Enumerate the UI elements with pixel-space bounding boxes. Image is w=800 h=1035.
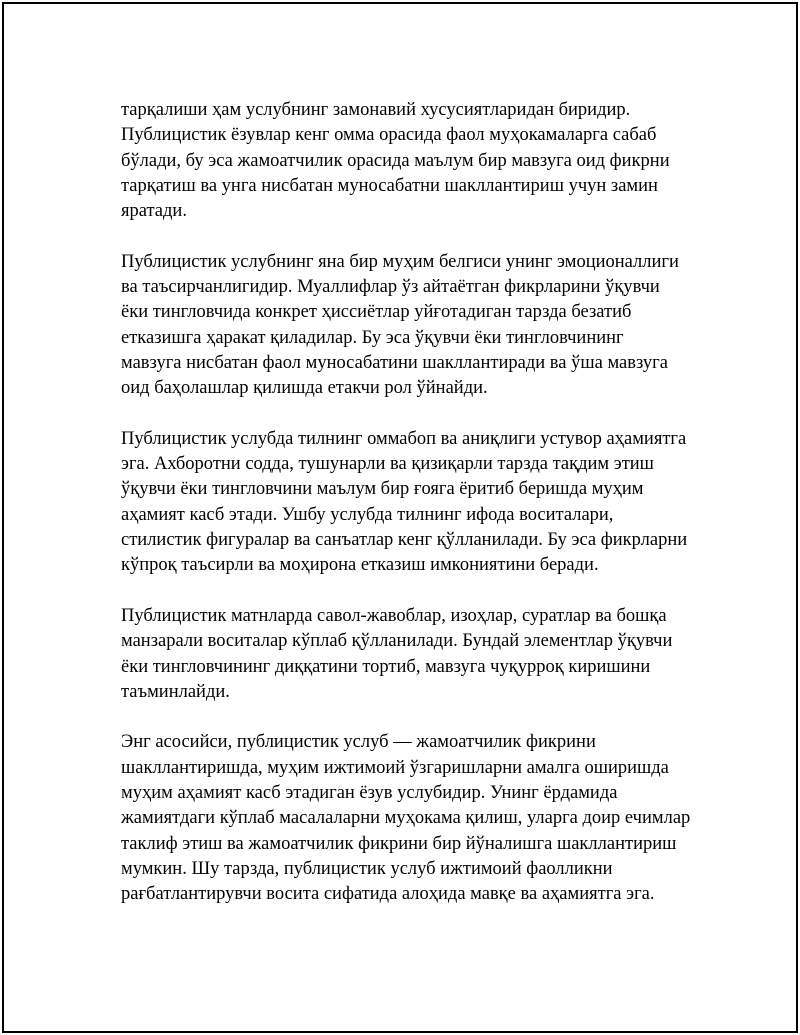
text-line: манзарали воситалар кўплаб қўлланилади. Бундай элементлар ўқувчи	[121, 631, 673, 652]
text-line: Публицистик услубнинг яна бир муҳим белгиси унинг эмоционаллиги	[121, 251, 679, 272]
paragraph-1	[121, 98, 721, 224]
text-line: ёки тингловчининг диққатини тортиб, мавзуга чуқурроқ киришини	[121, 656, 651, 677]
text-line: Энг асосийси, публицистик услуб — жамоатчилик фикрини	[121, 732, 596, 753]
text-line: таъминлайди.	[121, 681, 230, 702]
text-line: Публицистик услубда тилнинг оммабоп ва аниқлиги устувор аҳамиятга	[121, 428, 687, 449]
text-line: жамиятдаги кўплаб масалаларни муҳокама қилиш, уларга доир ечимлар	[121, 808, 691, 829]
text-line: эга. Ахборотни содда, тушунарли ва қизиқарли тарзда тақдим этиш	[121, 454, 654, 475]
text-line: тарқатиш ва унга нисбатан муносабатни шакллантириш учун замин	[121, 175, 658, 196]
text-line: мумкин. Шу тарзда, публицистик услуб ижтимоий фаолликни	[121, 858, 613, 879]
paragraph-5	[121, 730, 721, 907]
text-line: Публицистик матнларда савол-жавоблар, изоҳлар, суратлар ва бошқа	[121, 605, 667, 626]
text-line: шакллантиришда, муҳим ижтимоий ўзгаришларни амалга оширишда	[121, 757, 669, 778]
document-body	[121, 98, 721, 933]
text-line: тарқалиши ҳам услубнинг замонавий хусусиятларидан биридир.	[121, 100, 631, 120]
text-line: таклиф этиш ва жамоатчилик фикрини бир йўналишга шакллантириш	[121, 833, 677, 854]
page-frame	[2, 2, 798, 1033]
paragraph-2	[121, 250, 721, 402]
text-line: рағбатлантирувчи восита сифатида алоҳида мавқе ва аҳамиятга эга.	[121, 884, 655, 905]
paragraph-3	[121, 427, 721, 579]
text-line: стилистик фигуралар ва санъатлар кенг қўлланилади. Бу эса фикрларни	[121, 530, 688, 551]
text-line: кўпроқ таъсирли ва моҳирона етказиш имкониятини беради.	[121, 555, 599, 576]
paragraph-4	[121, 604, 721, 705]
text-line: яратади.	[121, 201, 187, 222]
text-line: бўлади, бу эса жамоатчилик орасида маълум бир мавзуга оид фикрни	[121, 150, 670, 171]
text-line: ва таъсирчанлигидир. Муаллифлар ўз айтаётган фикрларини ўқувчи	[121, 277, 660, 298]
text-line: муҳим аҳамият касб этадиган ёзув услубидир. Унинг ёрдамида	[121, 783, 618, 804]
text-line: ёки тингловчида конкрет ҳиссиётлар уйғотадиган тарзда безатиб	[121, 302, 632, 323]
text-line: оид баҳолашлар қилишда етакчи рол ўйнайди.	[121, 378, 488, 399]
text-line: Публицистик ёзувлар кенг омма орасида фаол муҳокамаларга сабаб	[121, 125, 657, 146]
text-line: ўқувчи ёки тингловчини маълум бир ғояга ёритиб беришда муҳим	[121, 479, 644, 500]
text-line: етказишга ҳаракат қиладилар. Бу эса ўқувчи ёки тингловчининг	[121, 327, 624, 348]
text-line: аҳамият касб этади. Ушбу услубда тилнинг ифода воситалари,	[121, 504, 614, 525]
text-line: мавзуга нисбатан фаол муносабатини шакллантиради ва ўша мавзуга	[121, 352, 668, 373]
